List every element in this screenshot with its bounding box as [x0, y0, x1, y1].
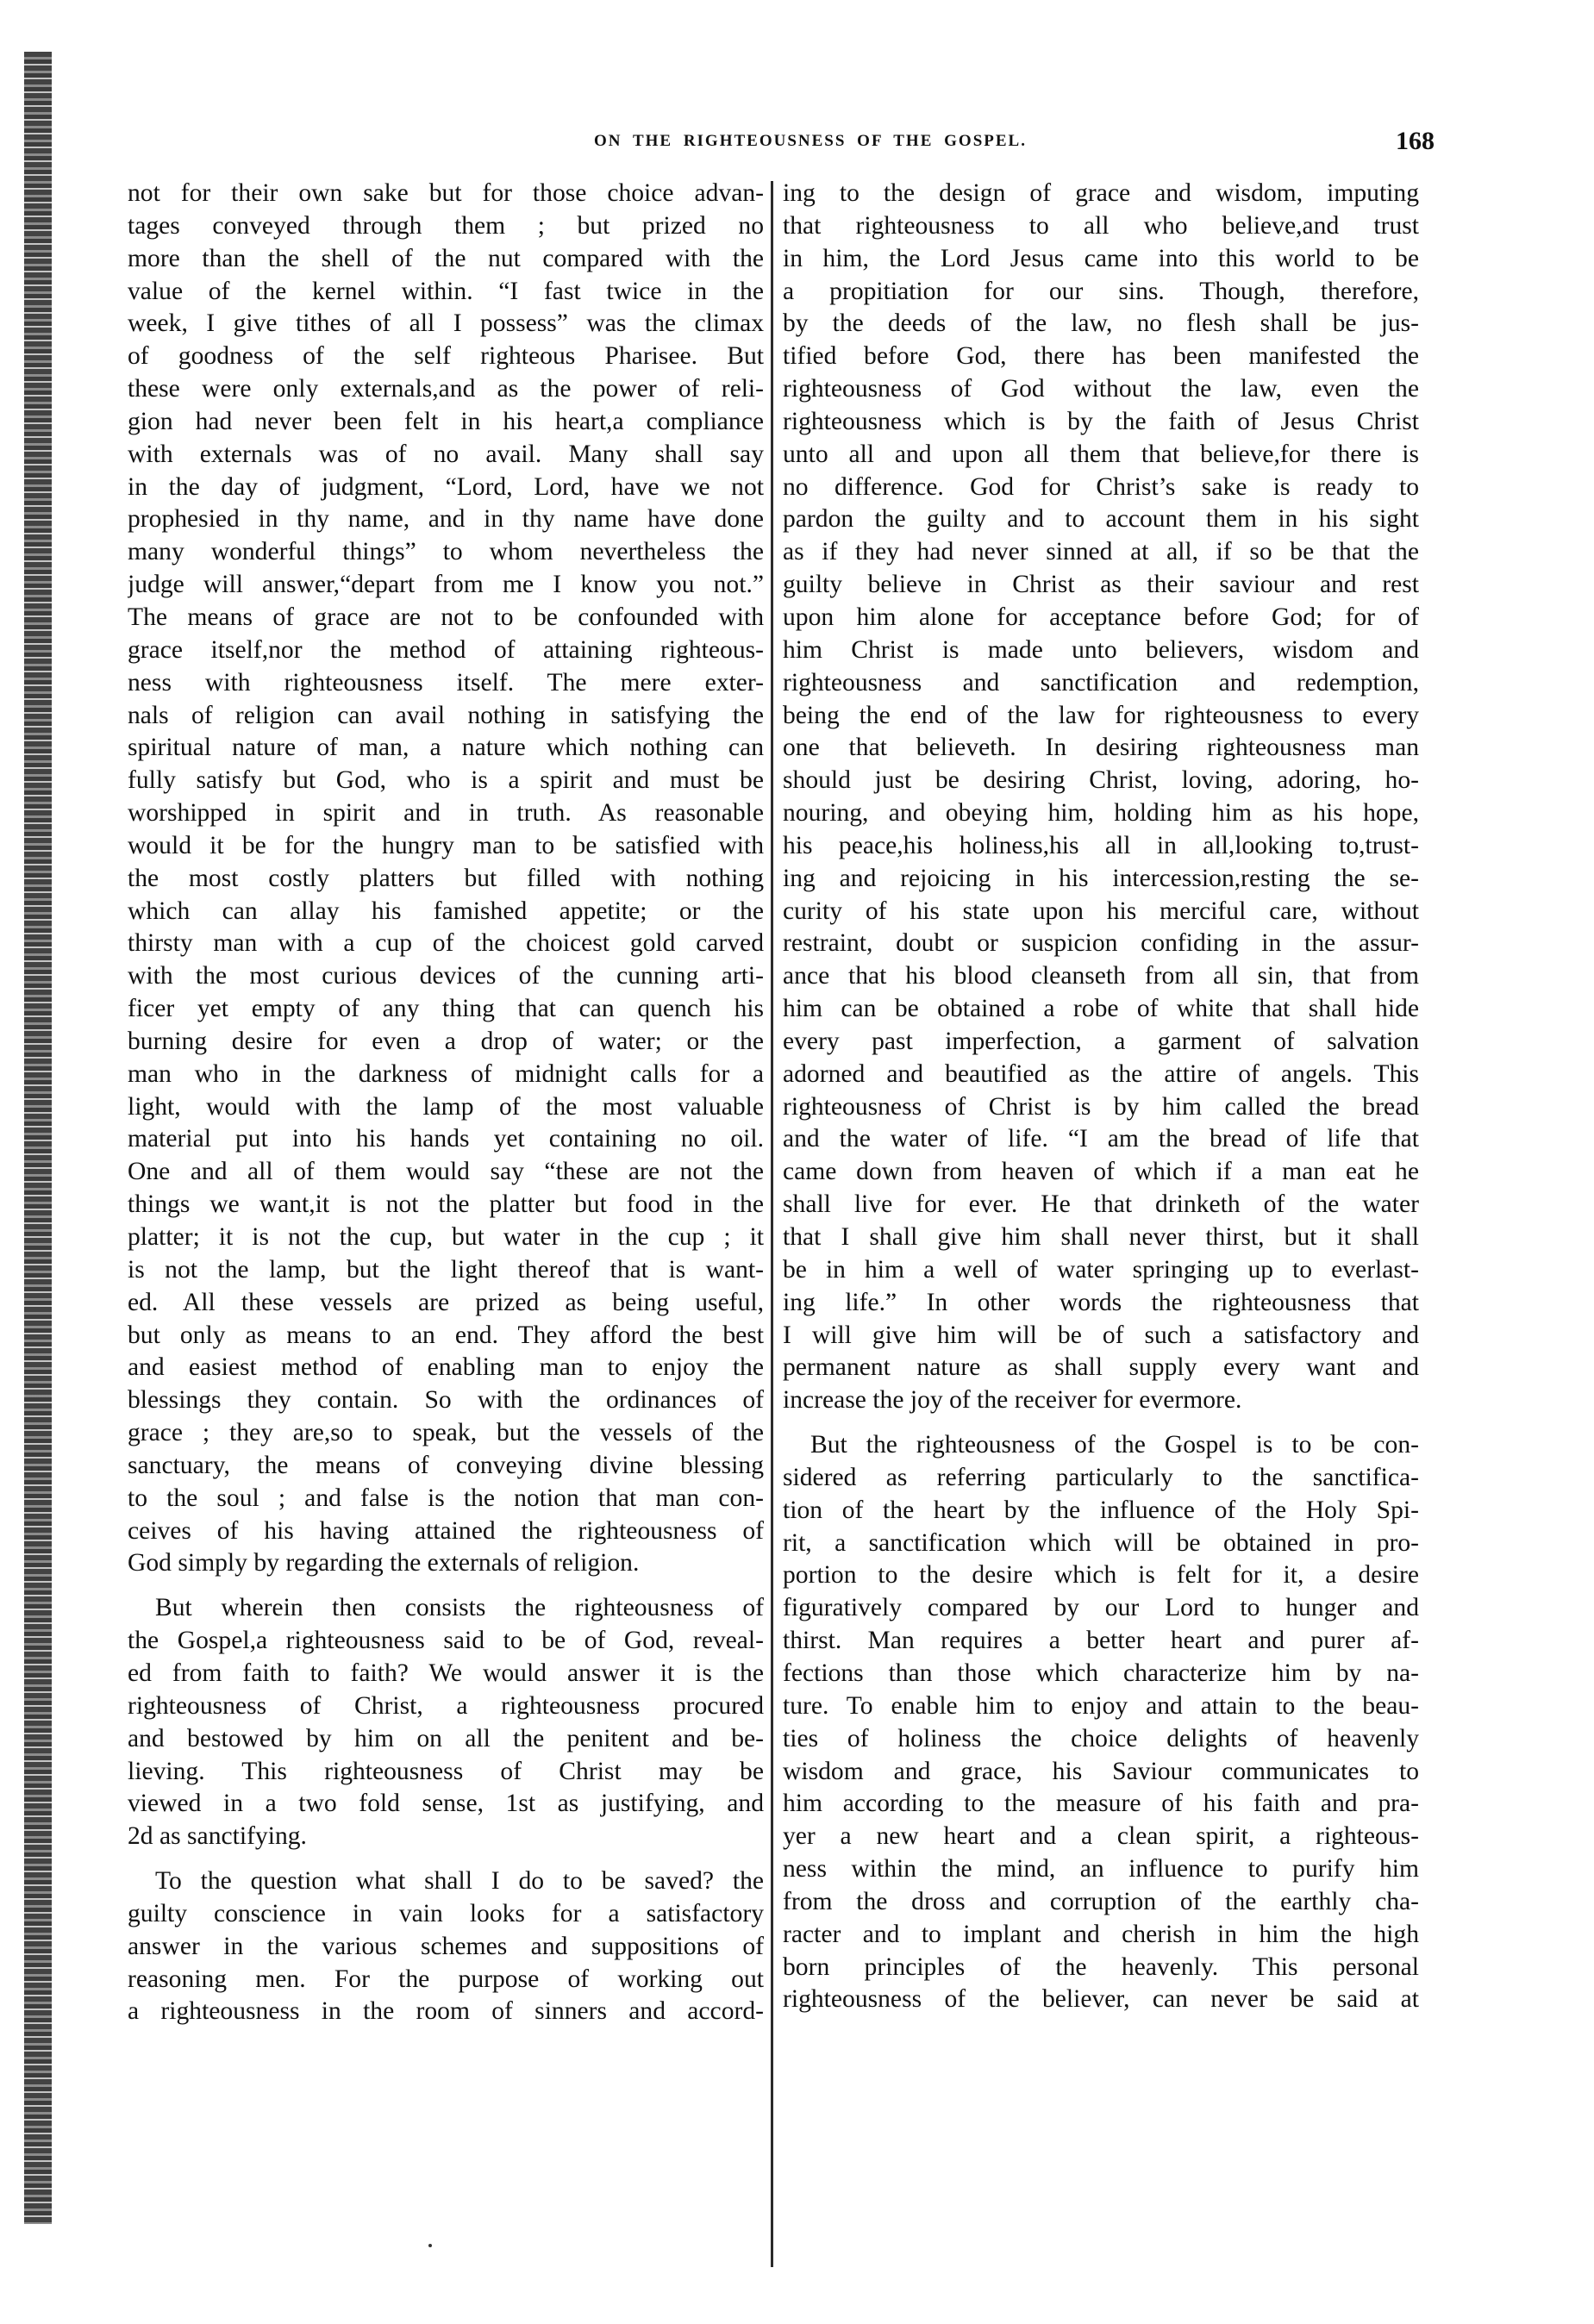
text-line: being the end of the law for righteousness to every [783, 701, 1419, 729]
running-head: ON THE RIGHTEOUSNESS OF THE GOSPEL. [594, 132, 1027, 150]
text-line: many wonderful things” to whom nevertheless the [128, 538, 764, 566]
text-line: but only as means to an end. They afford the best [128, 1321, 764, 1349]
text-line: fections than those which characterize him by na- [783, 1659, 1419, 1687]
text-line: and bestowed by him on all the penitent and be- [128, 1724, 764, 1752]
text-line: thirst. Man requires a better heart and purer af- [783, 1627, 1419, 1655]
text-line: in the day of judgment, “Lord, Lord, have we not [128, 472, 764, 501]
text-line: would it be for the hungry man to be satisfied with [128, 831, 764, 859]
text-line: burning desire for even a drop of water; or the [128, 1027, 764, 1055]
text-line: righteousness of Christ is by him called the bread [783, 1092, 1419, 1121]
text-line: unto all and upon all them that believe,for there is [783, 440, 1419, 468]
text-line: judge will answer,“depart from me I know you not.” [128, 571, 764, 599]
text-line: of goodness of the self righteous Pharisee. But [128, 342, 764, 371]
right-text-column [783, 178, 1419, 2016]
text-line: him can be obtained a robe of white that shall hide [783, 995, 1419, 1023]
text-line: prophesied in thy name, and in thy name have done [128, 505, 764, 534]
text-line: grace ; they are,so to speak, but the vessels of the [128, 1419, 764, 1447]
text-line: his peace,his holiness,his all in all,looking to,trust- [783, 831, 1419, 859]
text-line: light, would with the lamp of the most valuable [128, 1092, 764, 1121]
text-line: these were only externals,and as the power of reli- [128, 375, 764, 403]
text-line: guilty conscience in vain looks for a satisfactory [128, 1899, 764, 1927]
column-divider [771, 181, 773, 2267]
text-line: ing life.” In other words the righteousness that [783, 1288, 1419, 1316]
text-line: lieving. This righteousness of Christ may be [128, 1757, 764, 1785]
text-line: no difference. God for Christ’s sake is ready to [783, 472, 1419, 501]
paragraph [783, 1429, 1419, 2016]
left-text-column [128, 178, 764, 2028]
text-line: grace itself,nor the method of attaining righteous- [128, 635, 764, 664]
text-line: came down from heaven of which if a man eat he [783, 1158, 1419, 1186]
text-line: the Gospel,a righteousness said to be of God, reveal- [128, 1627, 764, 1655]
text-line: One and all of them would say “these are not the [128, 1158, 764, 1186]
text-line: in him, the Lord Jesus came into this world to be [783, 244, 1419, 272]
text-line: blessings they contain. So with the ordinances of [128, 1386, 764, 1415]
text-line: fully satisfy but God, who is a spirit and must be [128, 766, 764, 795]
page-binding-edge [24, 52, 52, 2224]
text-line: with the most curious devices of the cunning arti- [128, 962, 764, 990]
text-line: sanctuary, the means of conveying divine blessing [128, 1451, 764, 1479]
text-line: week, I give tithes of all I possess” was the climax [128, 309, 764, 338]
text-line: by the deeds of the law, no flesh shall be jus- [783, 309, 1419, 338]
text-line: ceives of his having attained the righteousness of [128, 1516, 764, 1545]
text-line: sidered as referring particularly to the sanctifica- [783, 1463, 1419, 1491]
text-line: material put into his hands yet containing no oil. [128, 1125, 764, 1153]
text-line: ing to the design of grace and wisdom, imputing [783, 179, 1419, 207]
text-line: figuratively compared by our Lord to hunger and [783, 1594, 1419, 1622]
text-line: from the dross and corruption of the earthly cha- [783, 1887, 1419, 1915]
paragraph [783, 178, 1419, 1417]
text-line: one that believeth. In desiring righteousness man [783, 734, 1419, 762]
text-line: portion to the desire which is felt for it, a desire [783, 1561, 1419, 1590]
text-line: worshipped in spirit and in truth. As reasonable [128, 799, 764, 828]
text-line: upon him alone for acceptance before God; for of [783, 603, 1419, 631]
text-line: gion had never been felt in his heart,a compliance [128, 407, 764, 435]
text-line: righteousness of the believer, can never be said at [783, 1985, 1419, 2014]
paragraph [128, 1865, 764, 2028]
text-line: tages conveyed through them ; but prized no [128, 211, 764, 240]
stray-ink-mark [428, 2244, 432, 2247]
text-line: that I shall give him shall never thirst, but it shall [783, 1223, 1419, 1251]
text-line: ficer yet empty of any thing that can quench his [128, 995, 764, 1023]
text-line: ness with righteousness itself. The mere exter- [128, 668, 764, 697]
text-line: should just be desiring Christ, loving, adoring, ho- [783, 766, 1419, 795]
text-line: things we want,it is not the platter but food in the [128, 1190, 764, 1219]
text-line: ance that his blood cleanseth from all sin, that from [783, 962, 1419, 990]
text-line: ness within the mind, an influence to purify him [783, 1855, 1419, 1884]
text-line: I will give him will be of such a satisfactory and [783, 1321, 1419, 1349]
text-line: righteousness and sanctification and redemption, [783, 668, 1419, 697]
text-line: shall live for ever. He that drinketh of the water [783, 1190, 1419, 1219]
paragraph [128, 178, 764, 1580]
text-line: him Christ is made unto believers, wisdom and [783, 635, 1419, 664]
text-line: as if they had never sinned at all, if so be that the [783, 538, 1419, 566]
text-line: answer in the various schemes and suppositions of [128, 1932, 764, 1960]
text-line: not for their own sake but for those choice advan- [128, 179, 764, 207]
text-line: racter and to implant and cherish in him the high [783, 1920, 1419, 1948]
text-line: which can allay his famished appetite; or the [128, 896, 764, 925]
text-line: The means of grace are not to be confounded with [128, 603, 764, 631]
text-line: adorned and beautified as the attire of angels. This [783, 1059, 1419, 1088]
text-line: man who in the darkness of midnight calls for a [128, 1059, 764, 1088]
text-line: But wherein then consists the righteousness of [155, 1594, 764, 1622]
text-line: tified before God, there has been manifested the [783, 342, 1419, 371]
text-line: permanent nature as shall supply every want and [783, 1353, 1419, 1382]
text-line: righteousness of Christ, a righteousness procured [128, 1691, 764, 1720]
text-line: every past imperfection, a garment of salvation [783, 1027, 1419, 1055]
text-line: reasoning men. For the purpose of working out [128, 1965, 764, 1993]
text-line: born principles of the heavenly. This personal [783, 1952, 1419, 1981]
text-line: to the soul ; and false is the notion that man con- [128, 1484, 764, 1512]
text-line: tion of the heart by the influence of the Holy Spi- [783, 1496, 1419, 1524]
text-line: yer a new heart and a clean spirit, a righteous- [783, 1822, 1419, 1851]
text-line: wisdom and grace, his Saviour communicates to [783, 1757, 1419, 1785]
text-line: and the water of life. “I am the bread of life that [783, 1125, 1419, 1153]
text-line: him according to the measure of his faith and pra- [783, 1790, 1419, 1818]
text-line: increase the joy of the receiver for evermore. [783, 1386, 1242, 1415]
text-line: rit, a sanctification which will be obtained in pro- [783, 1528, 1419, 1557]
text-line: the most costly platters but filled with nothing [128, 864, 764, 892]
text-line: nouring, and obeying him, holding him as his hope, [783, 799, 1419, 828]
paragraph [128, 1592, 764, 1853]
text-line: with externals was of no avail. Many shall say [128, 440, 764, 468]
text-line: But the righteousness of the Gospel is to be con- [810, 1431, 1419, 1459]
page-number: 168 [1396, 127, 1435, 155]
text-line: ing and rejoicing in his intercession,resting the se- [783, 864, 1419, 892]
text-line: that righteousness to all who believe,and trust [783, 211, 1419, 240]
text-line: ties of holiness the choice delights of heavenly [783, 1724, 1419, 1752]
text-line: and easiest method of enabling man to enjoy the [128, 1353, 764, 1382]
text-line: nals of religion can avail nothing in satisfying the [128, 701, 764, 729]
text-line: a propitiation for our sins. Though, therefore, [783, 277, 1419, 305]
text-line: righteousness which is by the faith of Jesus Christ [783, 407, 1419, 435]
text-line: viewed in a two fold sense, 1st as justifying, and [128, 1790, 764, 1818]
text-line: be in him a well of water springing up to everlast- [783, 1255, 1419, 1284]
text-line: platter; it is not the cup, but water in the cup ; it [128, 1223, 764, 1251]
text-line: pardon the guilty and to account them in his sight [783, 505, 1419, 534]
text-line: curity of his state upon his merciful care, without [783, 896, 1419, 925]
text-line: ture. To enable him to enjoy and attain to the beau- [783, 1691, 1419, 1720]
text-line: To the question what shall I do to be saved? the [155, 1867, 764, 1896]
text-line: God simply by regarding the externals of religion. [128, 1549, 640, 1577]
text-line: a righteousness in the room of sinners and accord- [128, 1997, 764, 2026]
text-line: value of the kernel within. “I fast twice in the [128, 277, 764, 305]
text-line: 2d as sanctifying. [128, 1822, 307, 1851]
text-line: righteousness of God without the law, even the [783, 375, 1419, 403]
text-line: thirsty man with a cup of the choicest gold carved [128, 929, 764, 958]
text-line: ed. All these vessels are prized as being useful, [128, 1288, 764, 1316]
text-line: guilty believe in Christ as their saviour and rest [783, 571, 1419, 599]
text-line: restraint, doubt or suspicion confiding in the assur- [783, 929, 1419, 958]
text-line: is not the lamp, but the light thereof that is want- [128, 1255, 764, 1284]
text-line: more than the shell of the nut compared with the [128, 244, 764, 272]
text-line: ed from faith to faith? We would answer it is the [128, 1659, 764, 1687]
text-line: spiritual nature of man, a nature which nothing can [128, 734, 764, 762]
